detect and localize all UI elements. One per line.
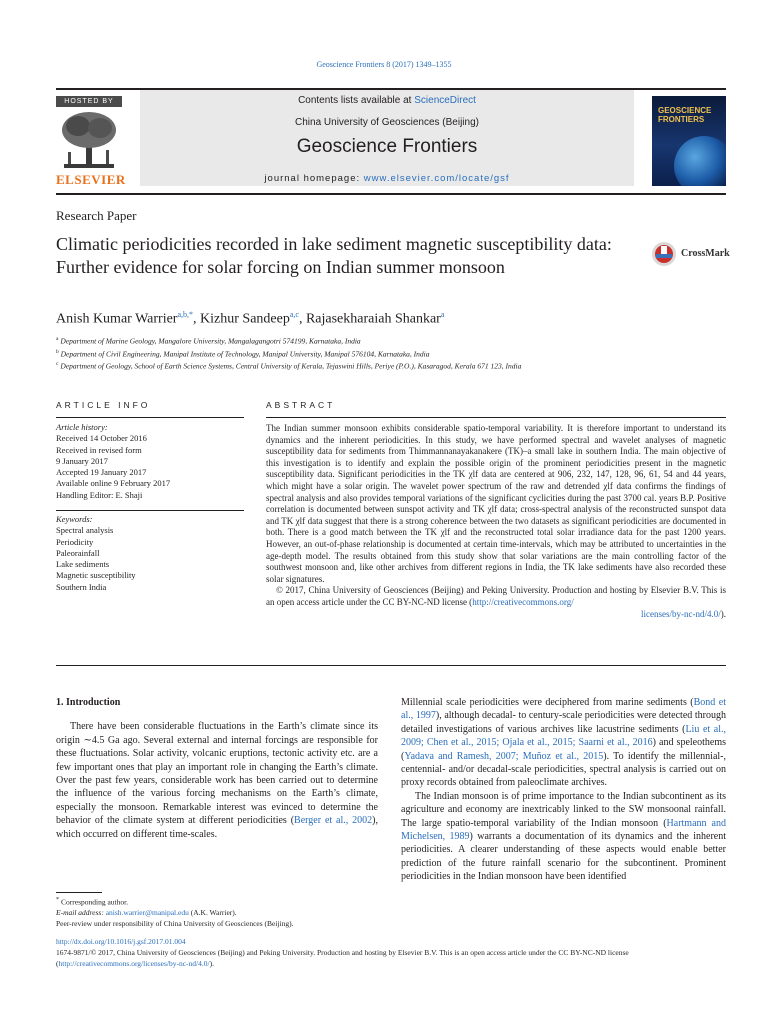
author-separator: , bbox=[298, 311, 306, 327]
keywords-block bbox=[56, 514, 244, 593]
heading-spacer bbox=[56, 709, 378, 720]
crossmark-badge[interactable] bbox=[651, 240, 731, 268]
author-name[interactable]: Rajasekharaiah Shankar bbox=[305, 311, 441, 327]
history-item: Received 14 October 2016 bbox=[56, 433, 147, 444]
intro-paragraph-3 bbox=[401, 790, 726, 884]
history-item: Received in revised form bbox=[56, 444, 142, 455]
body-column-right bbox=[401, 696, 726, 884]
abstract-block bbox=[266, 423, 726, 620]
para-text: ). To identify the millennial-, centennial- and/or decadal-scale periodicities, spectral analysis is carried out on proxy records obtained from paleoclimate archives. bbox=[401, 750, 727, 789]
affil-marker: a bbox=[56, 336, 59, 342]
footnotes bbox=[56, 892, 386, 929]
affil-text: Department of Geology, School of Earth Science Systems, Central University of Kerala, Tejaswini Hills, Periye (P.O.), Kasaragod, Kerala 671 123, India bbox=[60, 361, 522, 371]
article-title: Climatic periodicities recorded in lake sediment magnetic susceptibility data: Further evidence for solar forcing on Indian summer monsoon bbox=[56, 234, 612, 277]
license-end: ). bbox=[209, 958, 214, 968]
author-affil-marker[interactable]: a,c bbox=[289, 310, 299, 319]
elsevier-tree-logo bbox=[56, 108, 122, 172]
keyword-item: Periodicity bbox=[56, 536, 94, 547]
abstract-body: The Indian summer monsoon exhibits considerable spatio-temporal variability. It is therefore important to understand its dynamics and the inherent periodicities. In this study, we have performed spectral and wavelet analyses of magnetic susceptibility data for sediments from Thimmannanayakanakere (TK)–a small lake in southern India. The main objective of this investigation is to identify and explain the possible origin of the prominent periodicities present in the magnetic susceptibility data. Significant periodicities in the TK χlf data are centered at 906, 232, 147, 128, 96, 61, 54 and 44 years, which might have a solar origin. The wavelet power spectrum of the raw and detrended χlf data confirms the findings of spectral analysis and also provides temporal variations of the significant cyclicities during the past 3700 cal. years B.P. Positive correlation is documented between sunspot activity and TK χlf data; cross-spectral analysis of the reconstructed sunspot data and TK χlf data suggest that there is a strong coherence between the two datasets as significant periodicities are documented in both. There is a good match between the TK χlf and the reconstructed total solar irradiance data for the past 1200 years. However, an out-of-phase relationship is documented at certain time-intervals, which may be attributed to uncertainties in the age-depth model. The results obtained from this study show that solar variations are the main controlling factor of the southwest monsoon and, like other archives from different regions in India, the TK lake sediments have also recorded these solar signatures. bbox=[266, 423, 726, 584]
license-statement bbox=[56, 948, 726, 970]
citation-link[interactable]: Bond et al., 1997 bbox=[401, 697, 726, 722]
cover-title-line2: FRONTIERS bbox=[658, 115, 705, 124]
history-label: Article history: bbox=[56, 422, 108, 432]
footnote-mark: * bbox=[56, 896, 60, 903]
affiliations bbox=[56, 334, 521, 372]
abstract-heading: ABSTRACT bbox=[266, 400, 336, 410]
keyword-item: Magnetic susceptibility bbox=[56, 570, 136, 581]
para-text: ), although decadal- to century-scale periodicities were detected through detailed investigations of various archives like lacustrine sediments ( bbox=[401, 710, 726, 735]
para-text: ), which occurred on different time-scales. bbox=[56, 815, 378, 840]
affiliation-item bbox=[56, 347, 521, 360]
keywords-label: Keywords: bbox=[56, 514, 93, 524]
keywords-rule bbox=[56, 510, 244, 511]
history-item: 9 January 2017 bbox=[56, 455, 108, 466]
hosted-by-label: HOSTED BY bbox=[56, 96, 122, 107]
homepage-link[interactable]: www.elsevier.com/locate/gsf bbox=[363, 173, 510, 184]
crossmark-icon bbox=[651, 240, 677, 268]
license-link[interactable]: http://creativecommons.org/licenses/by-nc-nd/4.0/ bbox=[58, 958, 210, 968]
intro-paragraph-1 bbox=[56, 720, 378, 841]
citation-link[interactable]: Berger et al., 2002 bbox=[294, 815, 373, 827]
bottom-reference bbox=[56, 937, 726, 969]
affil-marker: c bbox=[56, 361, 59, 367]
cover-title-line1: GEOSCIENCE bbox=[658, 106, 712, 115]
author-name[interactable]: Kizhur Sandeep bbox=[200, 311, 290, 327]
email-link[interactable]: anish.warrier@manipal.edu bbox=[105, 908, 189, 918]
license-text: 1674-9871/© 2017, China University of Geosciences (Beijing) and Peking University. Production and hosting by Elsevier B.V. This is an open access article under the CC BY-NC-ND license ( bbox=[56, 947, 629, 968]
email-label: E-mail address: bbox=[56, 908, 106, 918]
copyright-end: ). bbox=[720, 608, 726, 619]
email-suffix: (A.K. Warrier). bbox=[188, 908, 237, 918]
footnote-corresponding bbox=[56, 895, 386, 908]
crossmark-label: CrossMark bbox=[681, 248, 730, 259]
affil-text: Department of Civil Engineering, Manipal Institute of Technology, Manipal University, Manipal 576104, Karnataka, India bbox=[60, 349, 430, 358]
footnote-email bbox=[56, 908, 386, 919]
keyword-item: Spectral analysis bbox=[56, 525, 114, 536]
copyright-text: © 2017, China University of Geosciences (Beijing) and Peking University. Production and hosting by Elsevier B.V. This is an open access article under the CC BY-NC-ND license ( bbox=[266, 585, 726, 607]
author-affil-marker[interactable]: a,b,* bbox=[177, 310, 194, 319]
footnote-peer-review: Peer-review under responsibility of China University of Geosciences (Beijing). bbox=[56, 918, 294, 928]
elsevier-wordmark: ELSEVIER bbox=[56, 172, 126, 187]
sciencedirect-link[interactable]: ScienceDirect bbox=[414, 95, 476, 106]
para-text: Millennial scale periodicities were deciphered from marine sediments ( bbox=[401, 697, 694, 708]
history-item: Accepted 19 January 2017 bbox=[56, 467, 147, 478]
body-column-left bbox=[56, 696, 378, 841]
affil-marker: b bbox=[56, 348, 59, 355]
para-text: There have been considerable fluctuations in the Earth’s climate since its origin ∼4.5 Ga ago. Several external and internal forcings are responsible for these fluctuations. Solar activity, volcanic eruptions, tectonic activity etc. are a few important ones that play an important role in changing the Earth’s climate. Over the past few years, considerable work has been carried out to determine the influence of the various forcing mechanisms on the Earth’s climate, especially the monsoon. Remarkable interest was evinced to determine the behavior of the climate system at different periodicities ( bbox=[56, 721, 378, 827]
journal-citation[interactable]: Geoscience Frontiers 8 (2017) 1349–1355 bbox=[316, 60, 452, 69]
license-link-part1[interactable]: http://creativecommons.org/ bbox=[472, 596, 574, 607]
intro-paragraph-2 bbox=[401, 696, 726, 790]
citation-link[interactable]: Yadava and Ramesh, 2007; Muñoz et al., 2015 bbox=[404, 750, 604, 762]
abstract-copyright-end bbox=[266, 609, 726, 621]
citation-link[interactable]: Liu et al., 2009; Chen et al., 2015; Ojala et al., 2015; Saarni et al., 2016 bbox=[401, 723, 726, 749]
history-item: Handling Editor: E. Shaji bbox=[56, 489, 143, 500]
affiliation-item bbox=[56, 359, 521, 372]
para-text: The Indian monsoon is of prime importance to the Indian subcontinent as its agriculture and economy are inextricably linked to the SW monsoonal rainfall. The large spatio-temporal variability of the Indian monsoon ( bbox=[401, 790, 726, 829]
homepage-prefix: journal homepage: bbox=[264, 173, 364, 184]
footnote-text: Corresponding author. bbox=[61, 897, 129, 907]
citation-link[interactable]: Hartmann and Michelsen, 1989 bbox=[401, 817, 726, 843]
contents-prefix: Contents lists available at bbox=[298, 95, 415, 106]
abstract-rule bbox=[266, 417, 726, 418]
author-list bbox=[56, 310, 444, 328]
contents-line bbox=[140, 95, 634, 106]
section-heading: 1. Introduction bbox=[56, 697, 121, 708]
university-name: China University of Geosciences (Beijing) bbox=[295, 117, 479, 128]
article-info-heading: ARTICLE INFO bbox=[56, 400, 151, 410]
article-info-rule bbox=[56, 417, 244, 418]
abstract-bottom-rule bbox=[56, 665, 726, 666]
author-affil-marker[interactable]: a bbox=[440, 310, 445, 319]
article-history bbox=[56, 422, 244, 501]
journal-homepage bbox=[140, 173, 634, 184]
keyword-item: Paleorainfall bbox=[56, 547, 100, 558]
cover-globe bbox=[674, 136, 726, 186]
para-text: ) and speleothems ( bbox=[401, 737, 726, 762]
affil-text: Department of Marine Geology, Mangalore University, Mangalagangotri 574199, Karnataka, India bbox=[60, 336, 361, 346]
journal-title: Geoscience Frontiers bbox=[296, 136, 478, 157]
article-type: Research Paper bbox=[56, 208, 137, 223]
abstract-copyright bbox=[266, 585, 726, 608]
keyword-item: Southern India bbox=[56, 581, 107, 592]
header-bottom-rule bbox=[56, 193, 726, 195]
author-name[interactable]: Anish Kumar Warrier bbox=[56, 311, 178, 327]
footnote-separator bbox=[56, 892, 102, 893]
affiliation-item bbox=[56, 334, 521, 347]
author-separator: , bbox=[193, 311, 201, 327]
history-item: Available online 9 February 2017 bbox=[56, 478, 171, 489]
license-link-part2[interactable]: licenses/by-nc-nd/4.0/ bbox=[641, 608, 721, 619]
para-text: ) warrants a documentation of its dynamics and the inherent periodicities. A clearer understanding of these aspects would enable better prediction of the future rainfall scenario for the subcontinent. Prominent periodicities in the Indian monsoon have been identified bbox=[401, 831, 726, 883]
cover-title bbox=[658, 106, 711, 124]
doi-link[interactable]: http://dx.doi.org/10.1016/j.gsf.2017.01.004 bbox=[56, 937, 186, 946]
journal-cover-image[interactable] bbox=[652, 96, 726, 186]
keyword-item: Lake sediments bbox=[56, 559, 110, 570]
